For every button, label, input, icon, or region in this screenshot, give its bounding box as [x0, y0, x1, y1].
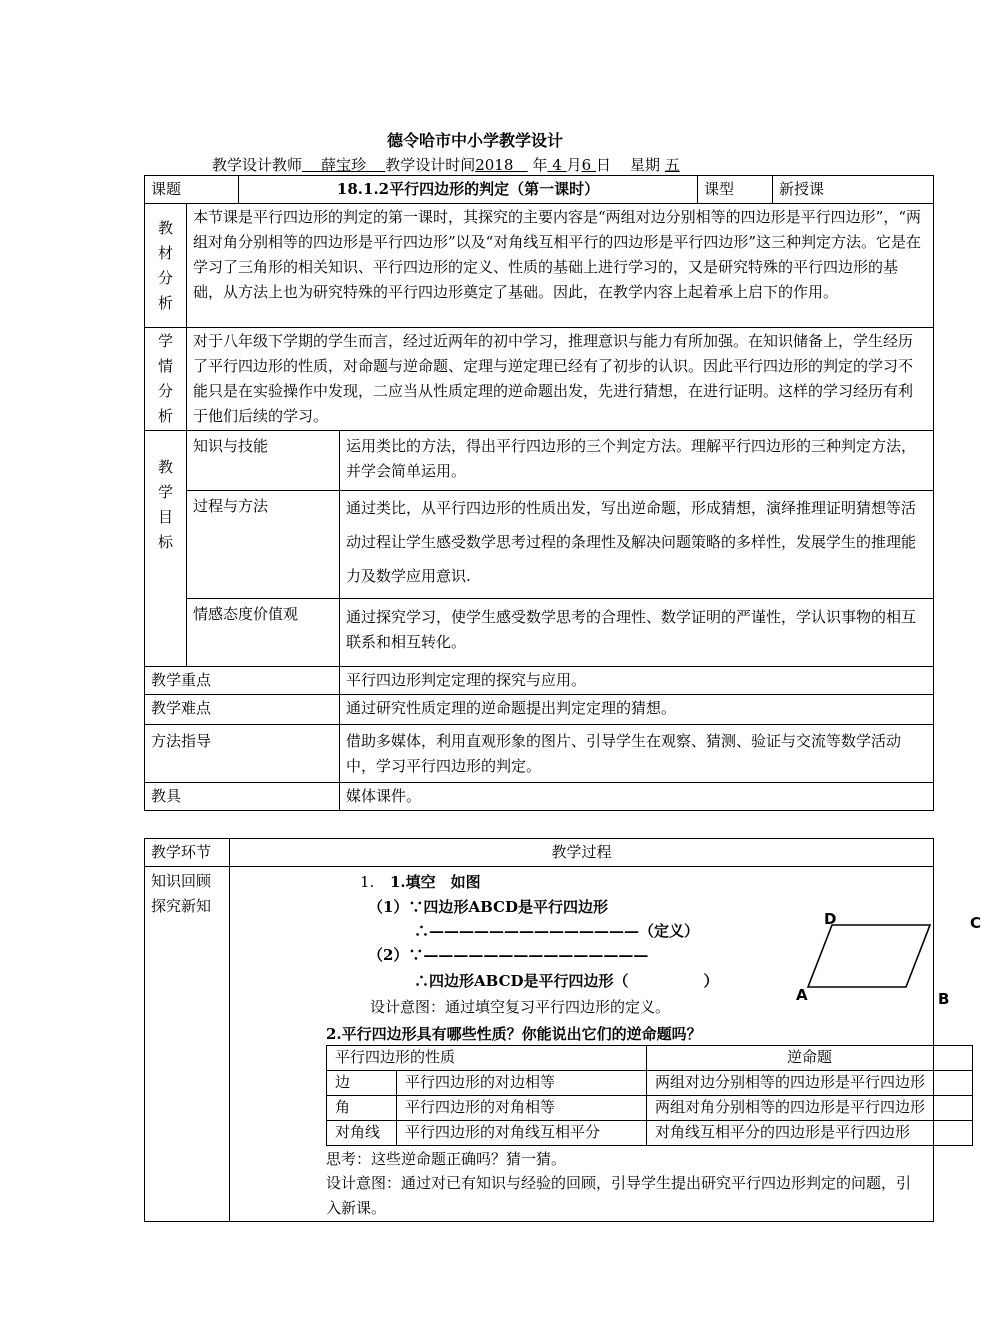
- q2-title: 2.平行四边形具有哪些性质？你能说出它们的逆命题吗？: [326, 1025, 702, 1043]
- design-info-line: [212, 154, 680, 175]
- goal-process-label: 过程与方法: [187, 491, 340, 599]
- row-converse: 对角线互相平分的四边形是平行四边形: [647, 1121, 973, 1146]
- topic-value: 18.1.2平行四边形的判定（第一课时）: [239, 176, 698, 204]
- stage-header: 教学环节: [145, 839, 230, 867]
- design-intent-2: 设计意图：通过对已有知识与经验的回顾，引导学生提出研究平行四边形判定的问题，引入新课。: [326, 1174, 912, 1217]
- key-point-label: 教学重点: [145, 667, 340, 695]
- q1-line2: ∴——————————————（定义）: [414, 922, 700, 940]
- method-label: 方法指导: [145, 725, 340, 783]
- goal-knowledge: 运用类比的方法，得出平行四边形的三个判定方法。理解平行四边形的三种判定方法，并学会简单运用。: [340, 431, 934, 491]
- teacher-name: 薛宝珍: [321, 156, 367, 174]
- day-unit: 日: [595, 156, 611, 174]
- vertex-label-a: A: [796, 986, 808, 1004]
- key-point: 平行四边形判定定理的探究与应用。: [340, 667, 934, 695]
- stage-cell: [145, 867, 230, 1222]
- method-guidance: 借助多媒体，利用直观形象的图片、引导学生在观察、猜测、验证与交流等数学活动中，学习平行四边形的判定。: [340, 725, 934, 783]
- tools-label: 教具: [145, 783, 340, 811]
- vertex-label-d: D: [824, 910, 837, 928]
- time-label: 教学设计时间: [385, 156, 476, 174]
- vertex-label-c: C: [970, 914, 981, 932]
- row-converse: 两组对角分别相等的四边形是平行四边形: [647, 1096, 973, 1121]
- process-cell: [230, 867, 981, 1222]
- row-key: 边: [327, 1071, 397, 1096]
- parallelogram-figure: [790, 905, 930, 1005]
- parallelogram-shape: [808, 925, 930, 987]
- stage-explore: 探究新知: [151, 897, 212, 915]
- q1-line1: （1）∵四边形ABCD是平行四边形: [368, 898, 608, 916]
- difficulty: 通过研究性质定理的逆命题提出判定定理的猜想。: [340, 695, 934, 725]
- row-key: 对角线: [327, 1121, 397, 1146]
- q1-title: 1.填空 如图: [390, 873, 481, 891]
- row-property: 平行四边形的对角线互相平分: [397, 1121, 647, 1146]
- teacher-label: 教学设计教师: [212, 156, 303, 174]
- q1-intent: 设计意图：通过填空复习平行四边形的定义。: [370, 998, 671, 1016]
- difficulty-label: 教学难点: [145, 695, 340, 725]
- material-analysis: 本节课是平行四边形的判定的第一课时，其探究的主要内容是“两组对边分别相等的四边形是平行四边形”，“两组对角分别相等的四边形是平行四边形”以及“对角线互相平行的四边形是平行四边形”这三种判定方法。它是在学习了三角形的相关知识、平行四边形的定义、性质的基础上进行学习的，又是研究特殊的平行四边形的基础，从方法上也为研究特殊的平行四边形奠定了基础。因此，在教学内容上起着承上启下的作用。: [187, 204, 934, 328]
- table-row: [327, 1121, 973, 1146]
- goal-process: 通过类比，从平行四边形的性质出发，写出逆命题，形成猜想，演绎推理证明猜想等活动过程让学生感受数学思考过程的条理性及解决问题策略的多样性，发展学生的推理能力及数学应用意识.: [340, 491, 934, 599]
- month-unit: 月: [566, 156, 582, 174]
- row-converse: 两组对边分别相等的四边形是平行四边形: [647, 1071, 973, 1096]
- goal-attitude-label: 情感态度价值观: [187, 599, 340, 667]
- properties-table: [326, 1045, 973, 1146]
- table-row: [327, 1096, 973, 1121]
- table-row: [327, 1071, 973, 1096]
- type-label: 课型: [698, 176, 773, 204]
- row-key: 角: [327, 1096, 397, 1121]
- stage-review: 知识回顾: [151, 872, 212, 890]
- year-value: 2018: [475, 156, 514, 174]
- tools: 媒体课件。: [340, 783, 934, 811]
- properties-header: 平行四边形的性质: [327, 1046, 647, 1071]
- weekday-value: 五: [664, 156, 680, 174]
- row-property: 平行四边形的对角相等: [397, 1096, 647, 1121]
- type-value: 新授课: [773, 176, 934, 204]
- material-label: 教 材 分 析: [145, 204, 187, 328]
- topic-label: 课题: [145, 176, 239, 204]
- converse-header: 逆命题: [647, 1046, 973, 1071]
- month-value: 4: [552, 156, 562, 174]
- lesson-design-table: [144, 175, 934, 811]
- student-label: 学 情 分 析: [145, 328, 187, 431]
- goals-label: 教 学 目 标: [145, 431, 187, 667]
- q1-number: 1.: [360, 873, 375, 891]
- q1-line4: ∴四边形ABCD是平行四边形（ ）: [414, 972, 719, 990]
- think-question: 思考：这些逆命题正确吗？猜一猜。: [326, 1150, 567, 1168]
- day-value: 6: [581, 156, 592, 174]
- goal-knowledge-label: 知识与技能: [187, 431, 340, 491]
- vertex-label-b: B: [938, 990, 950, 1008]
- goal-attitude: 通过探究学习，使学生感受数学思考的合理性、数学证明的严谨性，学认识事物的相互联系和相互转化。: [340, 599, 934, 667]
- week-label: 星期: [630, 156, 661, 174]
- row-property: 平行四边形的对边相等: [397, 1071, 647, 1096]
- student-analysis: 对于八年级下学期的学生而言，经过近两年的初中学习，推理意识与能力有所加强。在知识储备上，学生经历了平行四边形的性质，对命题与逆命题、定理与逆定理已经有了初步的认识。因此平行四边形的判定的学习不能只是在实验操作中发现，二应当从性质定理的逆命题出发，先进行猜想，在进行证明。这样的学习经历有利于他们后续的学习。: [187, 328, 934, 431]
- year-unit: 年: [532, 156, 548, 174]
- q1-line3: （2）∵———————————————: [368, 946, 649, 964]
- document-title: 德令哈市中小学教学设计: [386, 131, 563, 150]
- process-header: 教学过程: [230, 839, 934, 867]
- teaching-process-table: [144, 838, 981, 1222]
